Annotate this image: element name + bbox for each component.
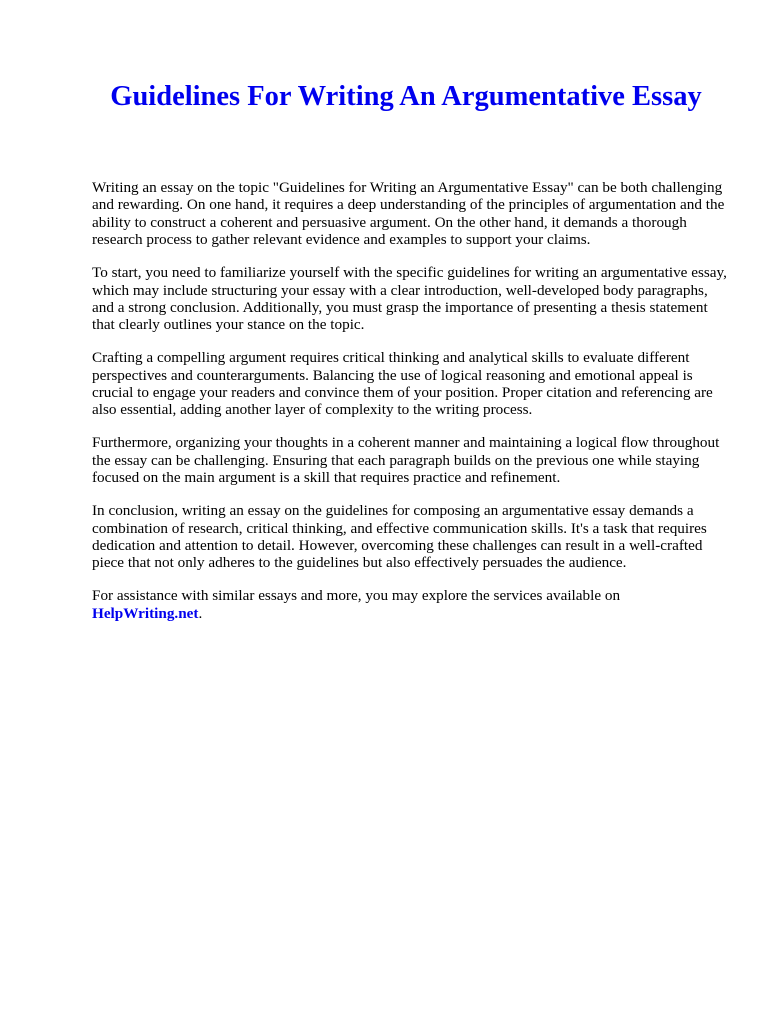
closing-suffix: .	[198, 604, 203, 622]
closing-text: For assistance with similar essays and more, you may explore the services available on	[92, 587, 621, 605]
document-title: Guidelines For Writing An Argumentative Essay	[110, 81, 702, 112]
paragraph-4: Furthermore, organizing your thoughts in a coherent manner and maintaining a logical flow throughout the essay can be challenging. Ensuring that each paragraph builds on the previous one while staying focused on the main argument is a skill that requires practice and refinement.	[92, 434, 720, 487]
paragraph-5: In conclusion, writing an essay on the guidelines for composing an argumentative essay demands a combination of research, critical thinking, and effective communication skills. It's a task that requires dedication and attention to detail. However, overcoming these challenges can result in a well-crafted piece that not only adheres to the guidelines but also effectively persuades the audience.	[92, 502, 707, 572]
paragraph-1: Writing an essay on the topic "Guidelines for Writing an Argumentative Essay" can be both challenging and rewarding. On one hand, it requires a deep understanding of the principles of argumentation and the ability to construct a coherent and persuasive argument. On the other hand, it demands a thorough research process to gather relevant evidence and examples to support your claims.	[92, 179, 725, 249]
document-body	[92, 179, 732, 638]
paragraph-3: Crafting a compelling argument requires critical thinking and analytical skills to evaluate different perspectives and counterarguments. Balancing the use of logical reasoning and emotional appeal is crucial to engage your readers and convince them of your position. Proper citation and referencing are also essential, adding another layer of complexity to the writing process.	[92, 349, 713, 419]
closing-paragraph	[92, 587, 732, 622]
helpwriting-link[interactable]: HelpWriting.net	[92, 604, 199, 622]
paragraph-2: To start, you need to familiarize yourself with the specific guidelines for writing an argumentative essay, which may include structuring your essay with a clear introduction, well-developed body paragraphs, and a strong conclusion. Additionally, you must grasp the importance of presenting a thesis statement that clearly outlines your stance on the topic.	[92, 264, 727, 334]
